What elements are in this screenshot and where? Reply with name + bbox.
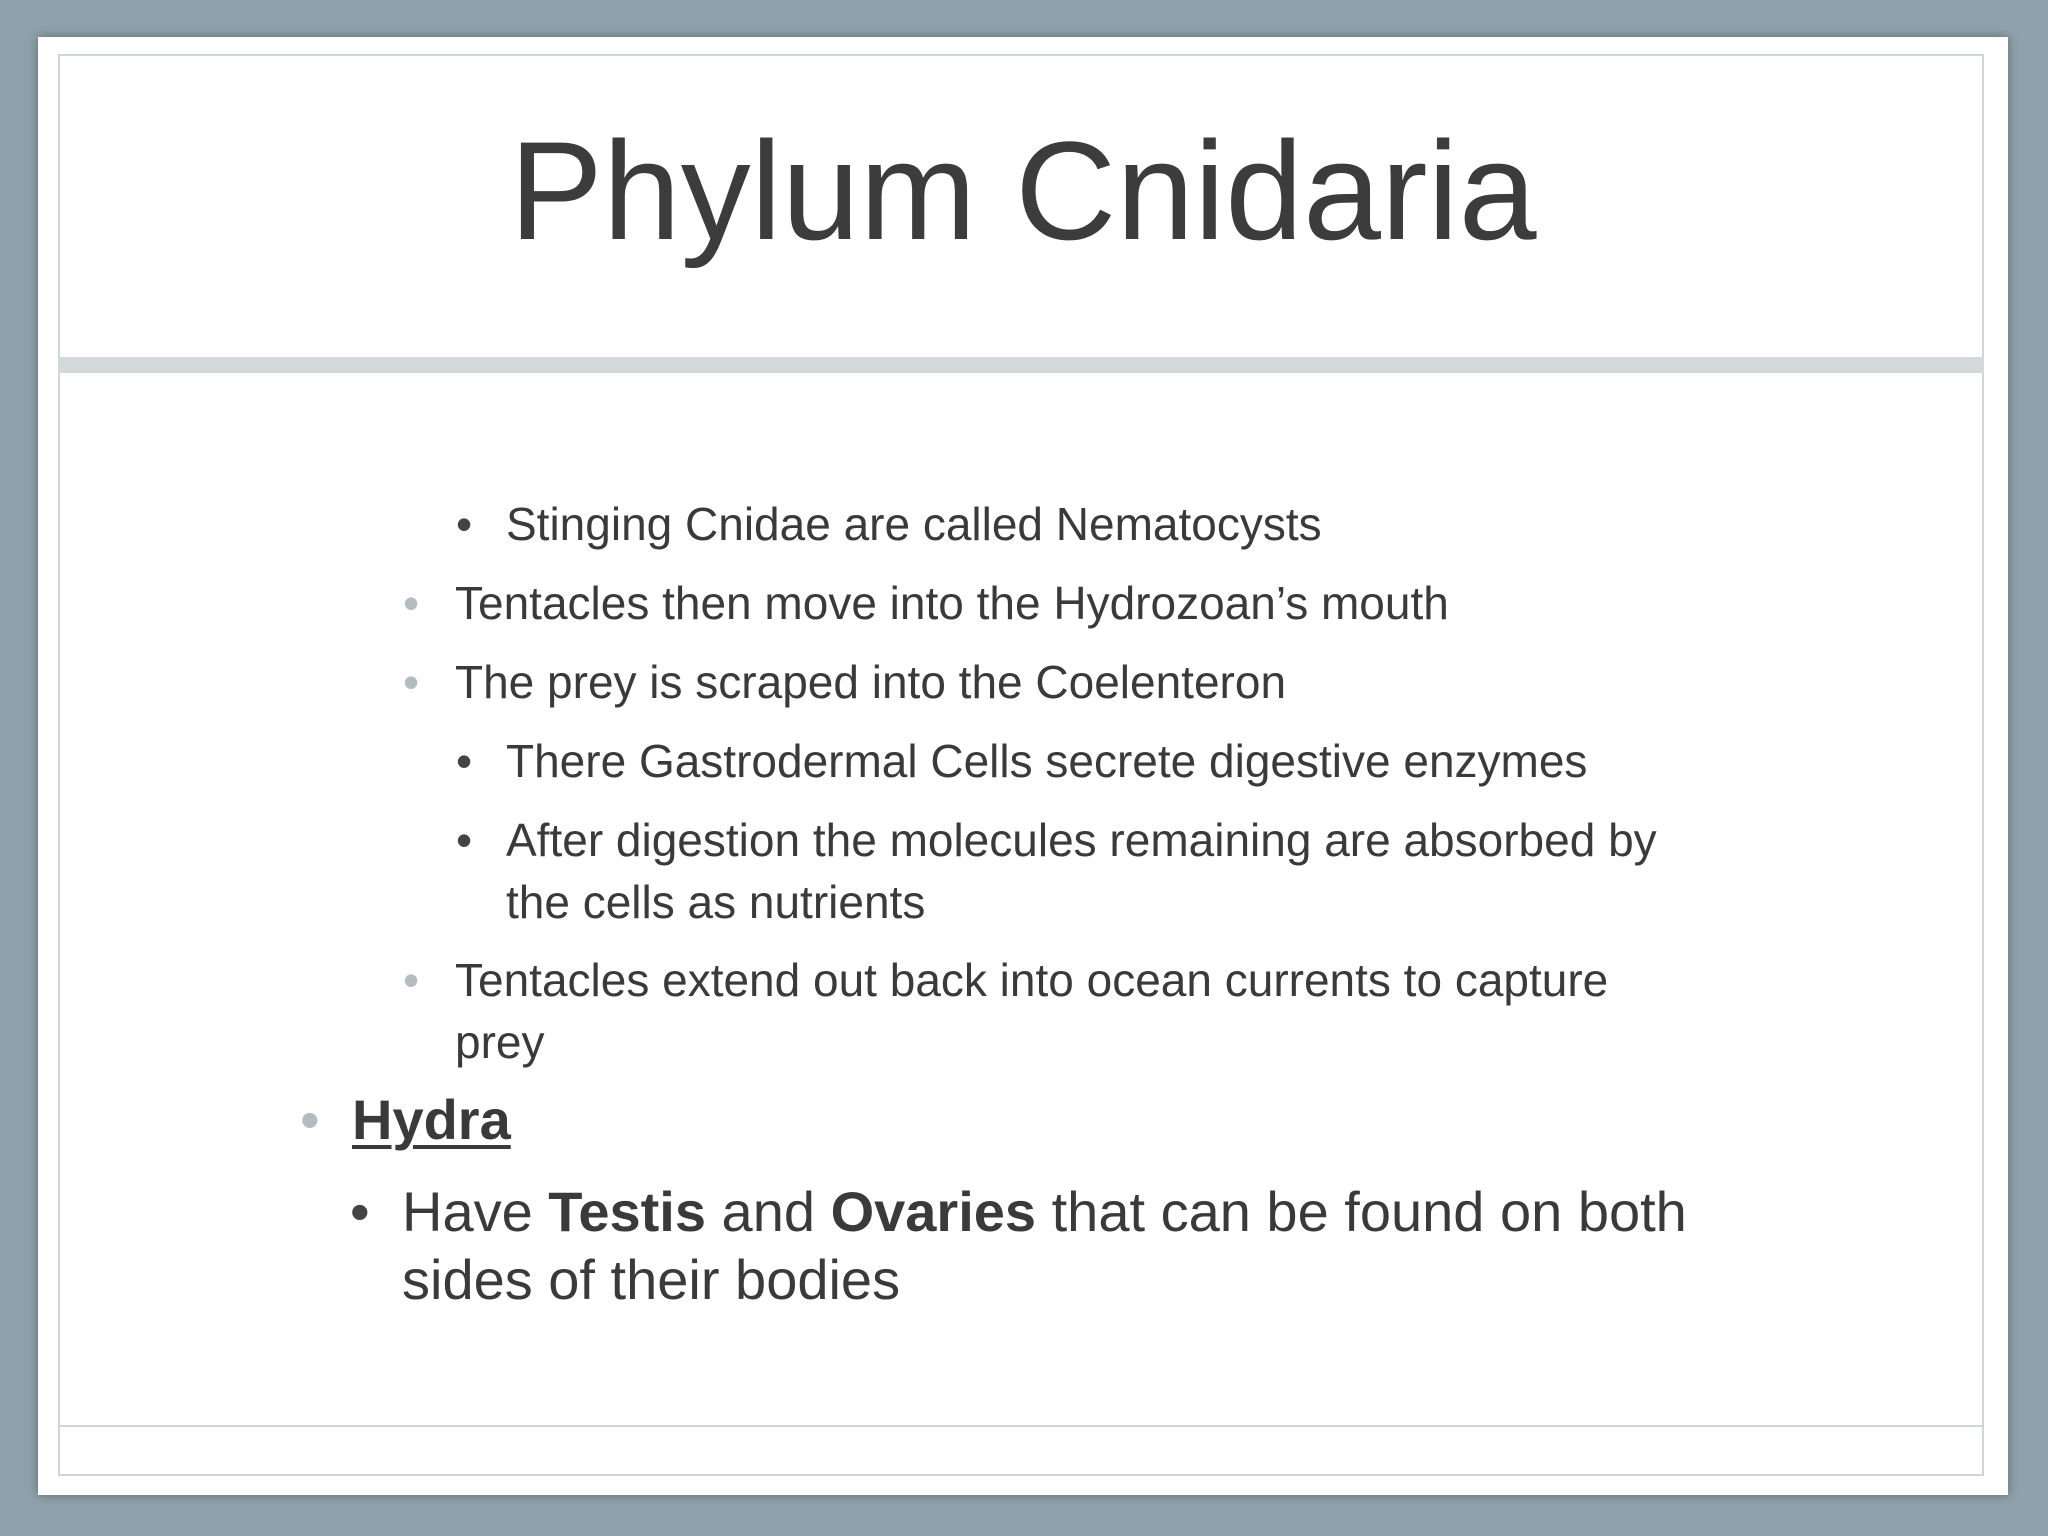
list-item bbox=[403, 949, 1608, 1073]
footer-divider bbox=[58, 1425, 1984, 1427]
text-segment: Have bbox=[402, 1180, 549, 1243]
bullet-text-line-1: Tentacles extend out back into ocean currents to capture bbox=[455, 954, 1609, 1006]
list-item-heading bbox=[300, 1084, 511, 1156]
bullet-text-line-1 bbox=[350, 1178, 1687, 1246]
bold-term-testis: Testis bbox=[548, 1180, 706, 1243]
bullet-text: Tentacles then move into the Hydrozoan’s mouth bbox=[455, 577, 1449, 629]
bullet-marker: • bbox=[403, 577, 420, 629]
list-item bbox=[403, 651, 1286, 713]
bullet-text: Stinging Cnidae are called Nematocysts bbox=[506, 498, 1322, 550]
bullet-text-line-2: prey bbox=[455, 1016, 545, 1068]
slide-content bbox=[38, 37, 2008, 1495]
bullet-text: The prey is scraped into the Coelenteron bbox=[455, 656, 1287, 708]
bullet-text-line-2: sides of their bodies bbox=[402, 1248, 901, 1311]
slide bbox=[38, 37, 2008, 1495]
bullet-marker: • bbox=[350, 1180, 370, 1243]
bullet-text-line-1: After digestion the molecules remaining are absorbed by bbox=[506, 814, 1657, 866]
text-segment: that can be found on both bbox=[1036, 1180, 1687, 1243]
text-segment: and bbox=[706, 1180, 831, 1243]
list-item bbox=[456, 730, 1587, 792]
slide-title: Phylum Cnidaria bbox=[509, 112, 1537, 269]
bullet-marker: • bbox=[456, 735, 473, 787]
list-item bbox=[350, 1178, 1687, 1314]
bullet-marker: • bbox=[403, 954, 420, 1006]
list-item bbox=[403, 572, 1449, 634]
list-item bbox=[456, 809, 1657, 933]
bullet-marker: • bbox=[456, 498, 473, 550]
list-item bbox=[456, 493, 1322, 555]
bullet-marker: • bbox=[456, 814, 473, 866]
bullet-marker: • bbox=[300, 1088, 320, 1151]
bullet-heading-text: Hydra bbox=[352, 1088, 511, 1151]
bullet-text-line-2: the cells as nutrients bbox=[506, 876, 926, 928]
bullet-text: There Gastrodermal Cells secrete digestive enzymes bbox=[506, 735, 1588, 787]
bullet-marker: • bbox=[403, 656, 420, 708]
bold-term-ovaries: Ovaries bbox=[830, 1180, 1037, 1243]
